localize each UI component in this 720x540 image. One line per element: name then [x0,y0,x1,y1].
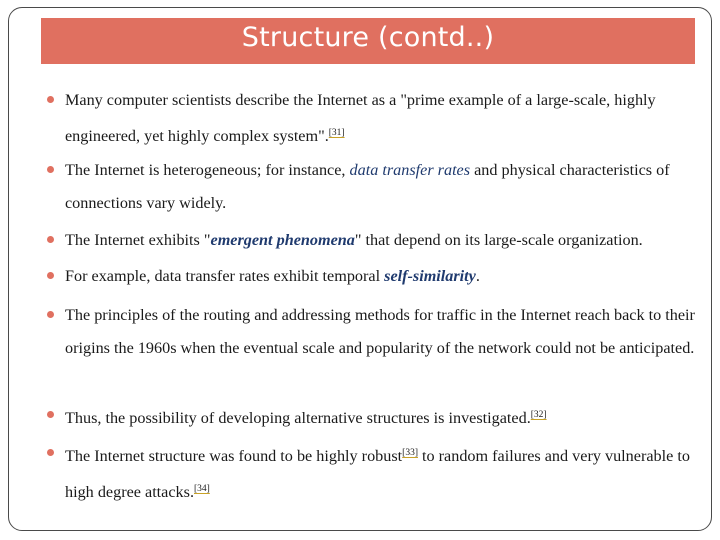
bullet-dot-icon [47,96,54,103]
citation-link[interactable]: [34] [194,483,210,494]
bullet-text: The Internet is heterogeneous; for instance, [65,161,350,179]
bullet-item-4 [65,260,715,293]
citation-link[interactable]: [31] [328,127,345,138]
bullet-item-3 [65,224,715,257]
bullet-text: The Internet exhibits " [65,231,211,249]
title-bar [41,18,695,64]
bullet-item-7 [65,437,715,508]
bullet-dot-icon [47,411,54,418]
emphasis-text: data transfer rates [349,161,471,179]
emphasis-text: self-similarity [384,267,476,285]
bullet-text: The principles of the routing and addressing methods for traffic in the Internet reach back to their origins the 1960s when the eventual scale and popularity of the network could not be anticipated. [65,306,695,357]
bullet-text: Many computer scientists describe the Internet as a "prime example of a large-scale, highly engineered, yet highly complex system". [65,91,656,145]
bullet-dot-icon [47,236,54,243]
bullet-item-2 [65,154,715,219]
bullet-dot-icon [47,311,54,318]
citation-link[interactable]: [33] [402,448,418,458]
bullet-item-6 [65,399,715,435]
bullet-text: " that depend on its large-scale organization. [354,231,643,249]
bullet-dot-icon [47,449,54,456]
bullet-item-1 [65,84,715,152]
citation-link[interactable]: [32] [530,410,547,420]
bullet-text: For example, data transfer rates exhibit temporal [65,267,385,285]
bullet-text: Thus, the possibility of developing alternative structures is investigated. [65,409,531,427]
bullet-text: to random failures and very vulnerable to high degree attacks. [65,447,690,501]
bullet-item-5 [65,299,715,364]
bullet-dot-icon [47,272,54,279]
emphasis-text: emergent phenomena [210,231,355,249]
bullet-text: . [475,267,480,285]
slide-title: Structure (contd..) [241,21,495,53]
bullet-text: The Internet structure was found to be highly robust [65,447,403,465]
bullet-dot-icon [47,166,54,173]
bullet-text: and physical characteristics of connections vary widely. [65,161,670,212]
